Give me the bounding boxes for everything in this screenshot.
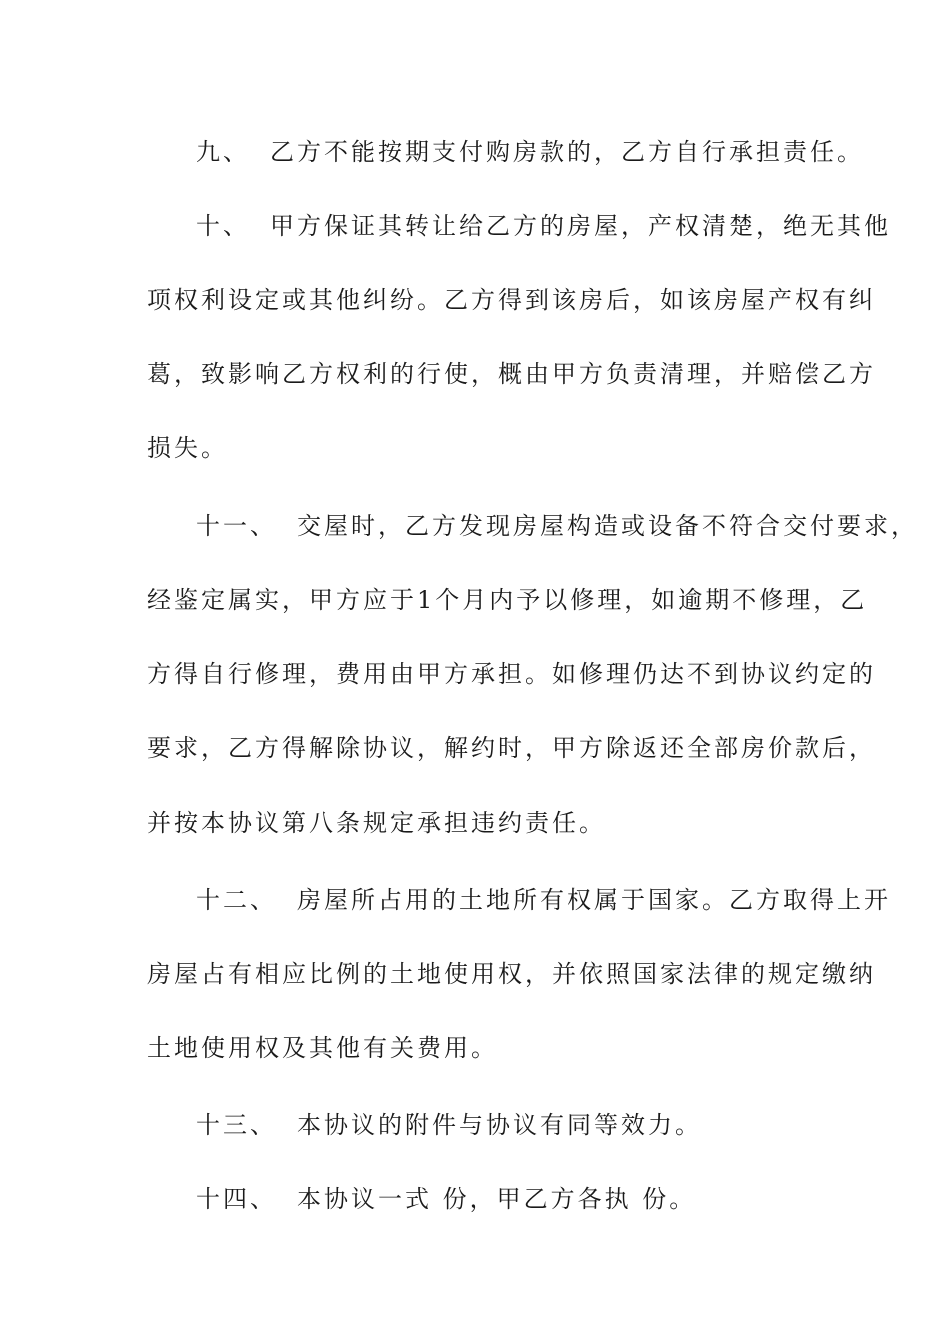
clause-12-line-2 — [147, 959, 876, 989]
clause-text: 房屋所占用的土地所有权属于国家。乙方取得上开 — [297, 886, 891, 914]
clause-number: 九、 — [196, 138, 250, 166]
clause-10-line-3 — [147, 359, 876, 389]
clause-text: 损失。 — [147, 434, 228, 462]
clause-number: 十三、 — [196, 1111, 277, 1139]
clause-10-line-1 — [196, 211, 891, 241]
clause-text: 本协议的附件与协议有同等效力。 — [297, 1111, 702, 1139]
clause-14-line-1 — [196, 1184, 696, 1214]
clause-11-line-3 — [147, 659, 876, 689]
clause-12-line-1 — [196, 885, 891, 915]
clause-text: 本协议一式 份，甲乙方各执 份。 — [297, 1185, 697, 1213]
clause-text: 要求，乙方得解除协议，解约时，甲方除返还全部房价款后， — [147, 734, 876, 762]
clause-13-line-1 — [196, 1110, 702, 1140]
clause-text: 方得自行修理，费用由甲方承担。如修理仍达不到协议约定的 — [147, 660, 876, 688]
clause-text: 甲方保证其转让给乙方的房屋，产权清楚，绝无其他 — [270, 212, 891, 240]
clause-9-line-1 — [196, 137, 864, 167]
clause-text: 乙方不能按期支付购房款的，乙方自行承担责任。 — [270, 138, 864, 166]
clause-text: 交屋时，乙方发现房屋构造或设备不符合交付要求， — [297, 512, 918, 540]
clause-10-line-2 — [147, 285, 876, 315]
clause-11-line-2 — [147, 585, 867, 615]
clause-number: 十一、 — [196, 512, 277, 540]
clause-number: 十、 — [196, 212, 250, 240]
clause-text: 土地使用权及其他有关费用。 — [147, 1034, 498, 1062]
clause-11-line-5 — [147, 808, 606, 838]
clause-12-line-3 — [147, 1033, 498, 1063]
clause-text: 葛，致影响乙方权利的行使，概由甲方负责清理，并赔偿乙方 — [147, 360, 876, 388]
clause-text: 房屋占有相应比例的土地使用权，并依照国家法律的规定缴纳 — [147, 960, 876, 988]
clause-number: 十二、 — [196, 886, 277, 914]
clause-number: 十四、 — [196, 1185, 277, 1213]
clause-10-line-4 — [147, 433, 228, 463]
clause-text: 并按本协议第八条规定承担违约责任。 — [147, 809, 606, 837]
clause-11-line-4 — [147, 733, 876, 763]
clause-text: 经鉴定属实，甲方应于1个月内予以修理，如逾期不修理，乙 — [147, 586, 868, 614]
clause-11-line-1 — [196, 511, 918, 541]
clause-text: 项权利设定或其他纠纷。乙方得到该房后，如该房屋产权有纠 — [147, 286, 876, 314]
